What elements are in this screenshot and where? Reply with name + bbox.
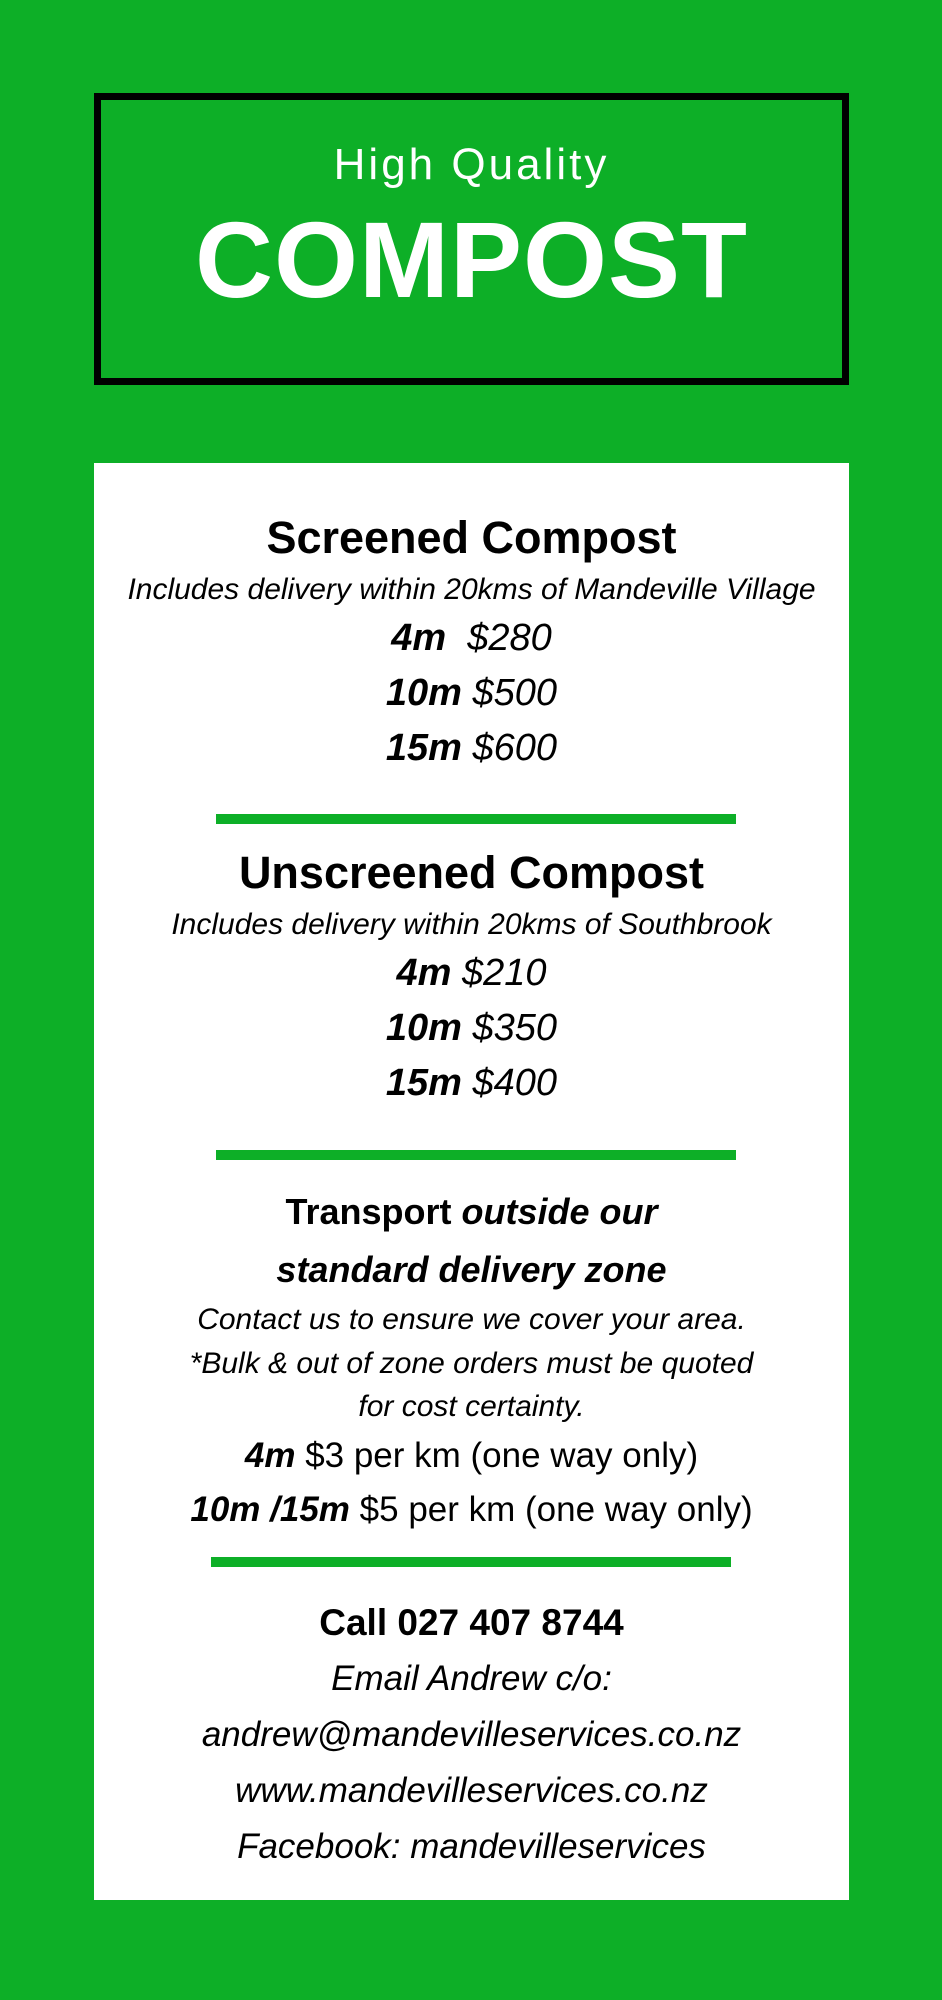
screened-section xyxy=(94,509,849,776)
price-value: $280 xyxy=(467,617,552,659)
header-title: COMPOST xyxy=(194,199,748,320)
price-size: 15m xyxy=(385,1062,462,1105)
price-size: 10m xyxy=(385,672,462,715)
price-value: $210 xyxy=(461,952,547,994)
price-row xyxy=(94,721,849,776)
email-link[interactable]: andrew@mandevilleservices.co.nz xyxy=(201,1714,742,1754)
call-phone[interactable]: Call 027 407 8744 xyxy=(319,1602,624,1643)
screened-title: Screened Compost xyxy=(266,512,677,563)
price-row xyxy=(94,1056,849,1111)
price-value: $350 xyxy=(472,1007,558,1050)
rate-row xyxy=(94,1483,849,1537)
transport-title xyxy=(94,1183,849,1241)
transport-title-italic: outside our xyxy=(461,1191,658,1232)
price-size: 15m xyxy=(385,727,462,770)
contact-section xyxy=(94,1595,849,1875)
unscreened-title: Unscreened Compost xyxy=(238,847,705,898)
price-row xyxy=(94,611,849,666)
header-box xyxy=(94,93,849,385)
transport-note: for cost certainty. xyxy=(358,1390,585,1424)
transport-title-line2: standard delivery zone xyxy=(276,1248,667,1290)
transport-note: *Bulk & out of zone orders must be quoted xyxy=(189,1346,754,1380)
price-value: $500 xyxy=(472,672,558,715)
header-subtitle: High Quality xyxy=(333,140,610,189)
rate-size: 4m xyxy=(244,1435,296,1475)
transport-section xyxy=(94,1183,849,1537)
rate-value: $3 per km (one way only) xyxy=(305,1435,699,1475)
rate-row xyxy=(94,1429,849,1483)
rate-size: 10m /15m xyxy=(190,1489,350,1529)
rate-value: $5 per km (one way only) xyxy=(359,1489,753,1529)
email-label: Email Andrew c/o: xyxy=(331,1658,612,1698)
price-row xyxy=(94,946,849,1001)
facebook-link[interactable]: Facebook: mandevilleservices xyxy=(237,1826,706,1866)
transport-note: Contact us to ensure we cover your area. xyxy=(197,1303,746,1337)
unscreened-section xyxy=(94,844,849,1111)
divider xyxy=(216,814,736,824)
website-link[interactable]: www.mandevilleservices.co.nz xyxy=(235,1770,708,1810)
price-size: 4m xyxy=(396,952,452,994)
divider xyxy=(211,1557,731,1567)
price-row xyxy=(94,666,849,721)
unscreened-note: Includes delivery within 20kms of Southbrook xyxy=(171,907,772,941)
price-row xyxy=(94,1001,849,1056)
price-value: $600 xyxy=(472,727,558,770)
price-size: 4m xyxy=(391,617,447,659)
screened-note: Includes delivery within 20kms of Mandeville Village xyxy=(127,572,816,606)
info-card xyxy=(94,463,849,1900)
transport-title-plain: Transport xyxy=(285,1191,452,1232)
divider xyxy=(216,1150,736,1160)
price-value: $400 xyxy=(472,1062,558,1105)
price-size: 10m xyxy=(385,1007,462,1050)
